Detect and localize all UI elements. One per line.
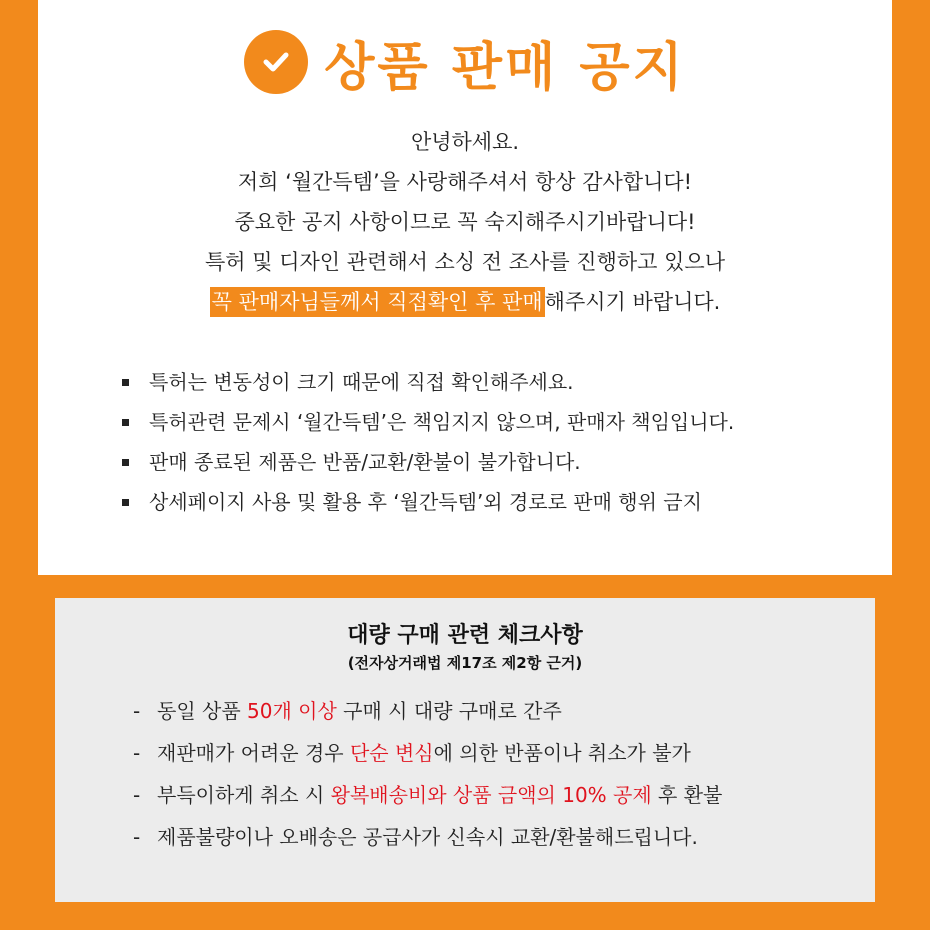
bulk-check-list [133, 690, 853, 858]
emphasis-text: 50개 이상 [247, 699, 337, 723]
bullet-text: 특허는 변동성이 크기 때문에 직접 확인해주세요. [149, 370, 574, 394]
bullet-square-icon [122, 459, 129, 466]
item-text: 재판매가 어려운 경우 [157, 741, 350, 765]
emphasis-text: 단순 변심 [349, 741, 434, 765]
list-item [122, 442, 882, 482]
intro-line: 중요한 공지 사항이므로 꼭 숙지해주시기바랍니다! [234, 210, 696, 234]
bullet-text: 특허관련 문제시 ‘월간득템’은 책임지지 않으며, 판매자 책임입니다. [149, 410, 735, 434]
notice-header [38, 22, 892, 102]
emphasis-text: 왕복배송비와 상품 금액의 10% 공제 [330, 783, 652, 807]
item-text: 부득이하게 취소 시 [157, 783, 331, 807]
highlight-tail-text: 해주시기 바랍니다. [544, 290, 721, 314]
dash-marker: - [133, 741, 141, 765]
item-text: 동일 상품 [157, 699, 247, 723]
bulk-subtitle: (전자상거래법 제17조 제2항 근거) [347, 654, 583, 672]
list-item [133, 816, 853, 858]
bullet-square-icon [122, 419, 129, 426]
list-item [122, 402, 882, 442]
notice-intro [38, 122, 892, 322]
intro-line: 특허 및 디자인 관련해서 소싱 전 조사를 진행하고 있으나 [205, 250, 725, 274]
list-item [122, 362, 882, 402]
notice-bullet-list [122, 362, 882, 522]
dash-marker: - [133, 699, 141, 723]
intro-line: 안녕하세요. [410, 130, 520, 154]
item-text: 에 의한 반품이나 취소가 불가 [433, 741, 691, 765]
intro-line: 저희 ‘월간득템’을 사랑해주셔서 항상 감사합니다! [237, 170, 693, 194]
item-text: 후 환불 [651, 783, 723, 807]
bullet-square-icon [122, 379, 129, 386]
bullet-square-icon [122, 499, 129, 506]
list-item [133, 774, 853, 816]
dash-marker: - [133, 825, 141, 849]
list-item [122, 482, 882, 522]
item-text: 구매 시 대량 구매로 간주 [336, 699, 562, 723]
list-item [133, 690, 853, 732]
highlighted-text: 꼭 판매자님들께서 직접확인 후 판매 [210, 287, 545, 317]
bulk-title: 대량 구매 관련 체크사항 [347, 623, 583, 648]
item-text: 제품불량이나 오배송은 공급사가 신속시 교환/환불해드립니다. [157, 825, 698, 849]
bullet-text: 판매 종료된 제품은 반품/교환/환불이 불가합니다. [149, 450, 581, 474]
bullet-text: 상세페이지 사용 및 활용 후 ‘월간득템’외 경로로 판매 행위 금지 [149, 490, 702, 514]
dash-marker: - [133, 783, 141, 807]
list-item [133, 732, 853, 774]
check-circle-icon [244, 30, 308, 94]
bulk-purchase-panel [55, 598, 875, 902]
notice-title: 상품 판매 공지 [324, 37, 686, 98]
notice-panel [38, 0, 892, 575]
intro-highlight-line [38, 282, 892, 322]
